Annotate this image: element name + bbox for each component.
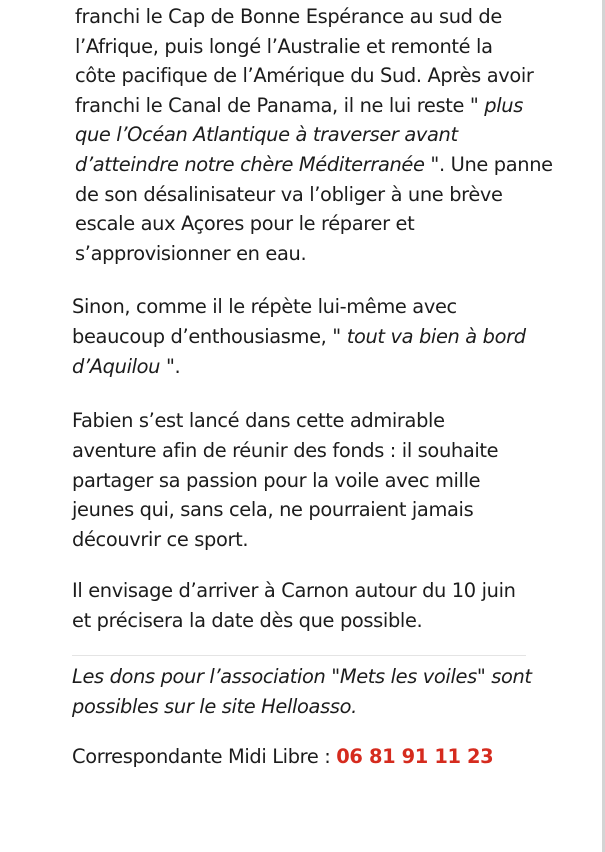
- text-line: beaucoup d’enthousiasme, ": [72, 324, 341, 348]
- correspondent-contact: [72, 742, 526, 772]
- text-line: ". Une panne: [430, 152, 553, 176]
- text-line: franchi le Cap de Bonne Espérance au sud de: [75, 5, 502, 28]
- paragraph-enthusiasm: [72, 292, 526, 381]
- text-line: et précisera la date dès que possible.: [72, 608, 423, 632]
- text-line: de son désalinisateur va l’obliger à une brève: [75, 182, 503, 206]
- contact-label: Correspondante Midi Libre :: [72, 745, 331, 768]
- quote-text: d’Aquilou: [72, 354, 161, 378]
- text-line: partager sa passion pour la voile avec mille: [72, 468, 481, 492]
- section-divider: [72, 655, 526, 656]
- text-line: jeunes qui, sans cela, ne pourraient jamais: [72, 498, 474, 522]
- paragraph-fundraising: [72, 406, 526, 555]
- text-line: Fabien s’est lancé dans cette admirable: [72, 409, 445, 432]
- quote-text: plus: [484, 93, 523, 117]
- quote-text: tout va bien à bord: [346, 324, 526, 348]
- phone-link[interactable]: 06 81 91 11 23: [336, 745, 494, 768]
- text-line: Sinon, comme il le répète lui-même avec: [72, 295, 457, 318]
- text-line: s’approvisionner en eau.: [75, 241, 307, 265]
- quote-text: que l’Océan Atlantique à traverser avant: [75, 123, 458, 147]
- paragraph-arrival: [72, 576, 526, 636]
- text-line: découvrir ce sport.: [72, 528, 249, 552]
- text-line: escale aux Açores pour le réparer et: [75, 212, 415, 236]
- text-line: l’Afrique, puis longé l’Australie et remonté la: [75, 34, 493, 58]
- text-line: aventure afin de réunir des fonds : il souhaite: [72, 438, 499, 462]
- text-line: Il envisage d’arriver à Carnon autour du 10 juin: [72, 579, 516, 602]
- text-line: Les dons pour l’association "Mets les voiles" sont: [72, 665, 532, 688]
- text-line: ".: [165, 354, 181, 378]
- quote-text: d’atteindre notre chère Méditerranée: [75, 152, 425, 176]
- text-line: franchi le Canal de Panama, il ne lui reste ": [75, 93, 479, 117]
- paragraph-voyage-route: [75, 2, 553, 268]
- donation-note: [72, 662, 532, 722]
- text-line: possibles sur le site Helloasso.: [72, 694, 357, 718]
- text-line: côte pacifique de l’Amérique du Sud. Après avoir: [75, 64, 534, 88]
